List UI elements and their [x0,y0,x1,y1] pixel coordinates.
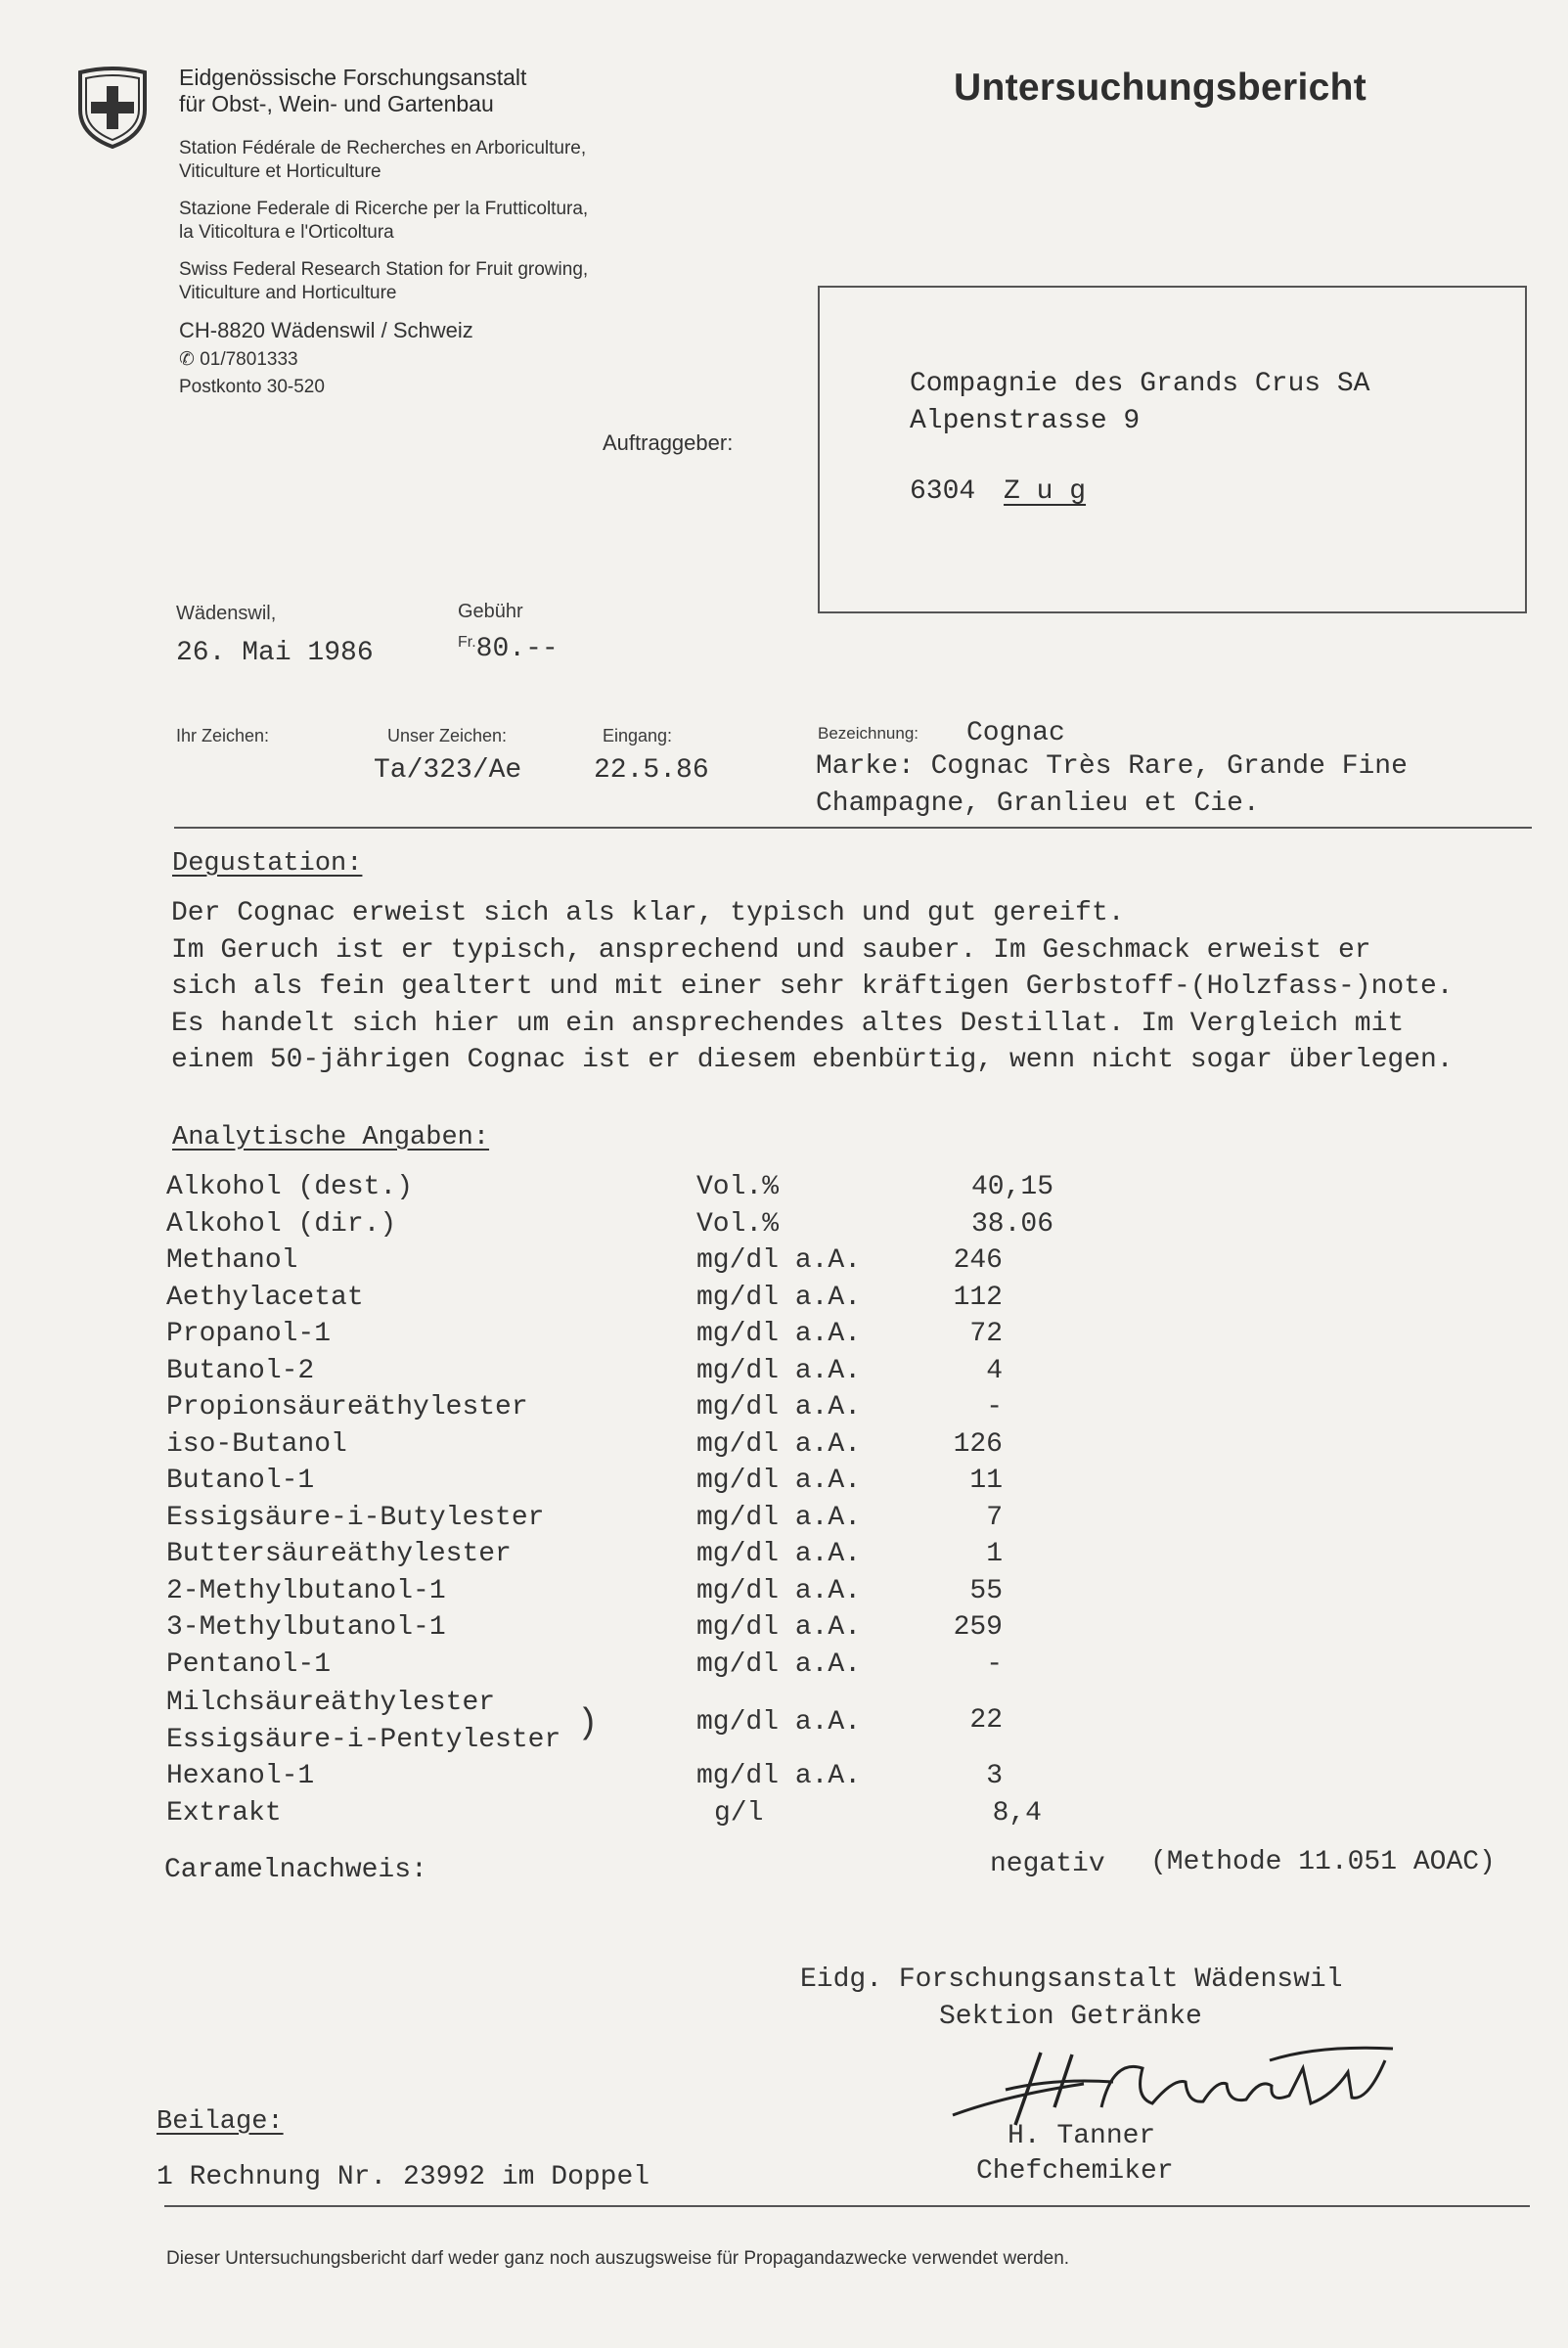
analyte-value: 1 [986,1539,1003,1569]
analyte-name: Alkohol (dest.) [166,1172,414,1202]
header-divider [174,827,1532,829]
analyte-unit: mg/dl a.A. [696,1319,862,1349]
signature-section: Sektion Getränke [939,2002,1202,2032]
analysis-row [0,1429,1568,1466]
institution-names-other [179,137,588,399]
name-en-line1: Swiss Federal Research Station for Fruit growing, [179,259,589,280]
degustation-text [171,895,1521,1079]
institution-phone: 01/7801333 [200,349,298,370]
analyte-name: Buttersäureäthylester [166,1539,512,1569]
analysis-row [0,1172,1568,1208]
name-en-line2: Viticulture and Horticulture [179,283,397,303]
institution-postkonto: Postkonto 30-520 [179,377,325,397]
client-address-box [818,286,1527,613]
analyte-value: 40,15 [970,1172,1053,1202]
unser-zeichen-label: Unser Zeichen: [387,726,508,745]
analyte-value: - [986,1649,1003,1680]
fee-prefix: Fr. [458,634,476,651]
footer-divider [164,2205,1530,2207]
caramel-value: negativ [990,1849,1105,1879]
analyte-unit: mg/dl a.A. [696,1539,862,1569]
analyte-unit: Vol.% [696,1172,780,1202]
analyte-unit: mg/dl a.A. [696,1649,862,1680]
marke-line2: Champagne, Granlieu et Cie. [816,789,1260,819]
client-street: Alpenstrasse 9 [910,406,1141,436]
analyte-unit: mg/dl a.A. [696,1392,862,1422]
report-date: 26. Mai 1986 [176,638,374,668]
analysis-row [0,1798,1568,1834]
analyte-value: 7 [986,1503,1003,1533]
eingang-value: 22.5.86 [594,755,709,786]
analyte-value: 112 [953,1283,1003,1313]
analyte-name: Propionsäureäthylester [166,1392,528,1422]
analyte-unit: mg/dl a.A. [696,1245,862,1276]
analyte-name: Aethylacetat [166,1283,364,1313]
analyte-unit: mg/dl a.A. [696,1612,862,1643]
analyte-name: 2-Methylbutanol-1 [166,1576,446,1606]
fee-label: Gebühr [458,601,523,622]
marke-line1: Marke: Cognac Très Rare, Grande Fine [816,751,1408,782]
degustation-heading: Degustation: [172,849,363,879]
analyte-unit: mg/dl a.A. [696,1283,862,1313]
analysis-row [0,1209,1568,1245]
degustation-line: sich als fein gealtert und mit einer sehr kräftigen Gerbstoff-(Holzfass-)note. [171,971,1454,1002]
analysis-row [0,1503,1568,1539]
analyte-value: 4 [986,1356,1003,1386]
client-city: Z u g [1004,476,1087,507]
analysis-row [0,1319,1568,1355]
analyte-name: Methanol [166,1245,298,1276]
analyte-name: Hexanol-1 [166,1761,315,1791]
analyte-name: Milchsäureäthylester [166,1688,496,1718]
analysis-heading: Analytische Angaben: [172,1123,490,1152]
eingang-label: Eingang: [603,726,673,745]
report-title: Untersuchungsbericht [954,67,1367,109]
analyte-value: 22 [969,1705,1003,1736]
analyte-name: Essigsäure-i-Butylester [166,1503,545,1533]
ihr-zeichen-label: Ihr Zeichen: [176,726,270,745]
analyte-value: 8,4 [992,1798,1042,1829]
analyte-value: 38.06 [970,1209,1053,1240]
institution-address: CH-8820 Wädenswil / Schweiz [179,318,473,342]
unser-zeichen-value: Ta/323/Ae [374,755,522,786]
institution-name [179,65,526,117]
analyte-name: Pentanol-1 [166,1649,332,1680]
analysis-row [0,1576,1568,1612]
footer-notice: Dieser Untersuchungsbericht darf weder ganz noch auszugsweise für Propagandazwecke verwendet werden. [166,2248,1070,2269]
beilage-heading: Beilage: [157,2107,284,2137]
analyte-value: 126 [953,1429,1003,1460]
analyte-unit: mg/dl a.A. [696,1503,862,1533]
beilage-text: 1 Rechnung Nr. 23992 im Doppel [157,2162,650,2192]
analyte-name: 3-Methylbutanol-1 [166,1612,446,1643]
degustation-line: Der Cognac erweist sich als klar, typisch und gut gereift. [171,898,1125,928]
analyte-unit: Vol.% [696,1209,780,1240]
analyte-value: 3 [986,1761,1003,1791]
analysis-row [0,1466,1568,1502]
analyte-unit: mg/dl a.A. [696,1466,862,1496]
bracket-mark: ) [577,1703,599,1743]
analyte-unit: mg/dl a.A. [696,1429,862,1460]
analyte-value: 72 [969,1319,1003,1349]
signature-org: Eidg. Forschungsanstalt Wädenswil [800,1964,1343,1995]
name-fr-line1: Station Fédérale de Recherches en Arboriculture, [179,138,587,158]
signatory-role: Chefchemiker [976,2156,1174,2187]
analysis-row [0,1283,1568,1319]
place-label: Wädenswil, [176,603,277,624]
analyte-name: iso-Butanol [166,1429,347,1460]
phone-icon: ✆ [179,349,195,370]
client-postal: 6304 [910,476,976,507]
analysis-row-combined [0,1688,1568,1766]
client-city-row [910,474,1086,511]
analyte-unit: mg/dl a.A. [696,1761,862,1791]
analyte-value: 11 [969,1466,1003,1496]
analyte-name: Alkohol (dir.) [166,1209,397,1240]
institution-name-line1: Eidgenössische Forschungsanstalt [179,65,527,90]
analyte-value: 259 [953,1612,1003,1643]
analysis-row [0,1356,1568,1392]
analyte-unit: mg/dl a.A. [696,1707,862,1738]
name-fr-line2: Viticulture et Horticulture [179,161,381,182]
analysis-row [0,1392,1568,1428]
analyte-name: Butanol-1 [166,1466,315,1496]
institution-name-line2: für Obst-, Wein- und Gartenbau [179,91,494,116]
analyte-unit: mg/dl a.A. [696,1576,862,1606]
analysis-row [0,1245,1568,1282]
analysis-row [0,1649,1568,1686]
degustation-line: einem 50-jährigen Cognac ist er diesem ebenbürtig, wenn nicht sogar überlegen. [171,1045,1454,1075]
degustation-line: Es handelt sich hier um ein ansprechendes altes Destillat. Im Vergleich mit [171,1008,1405,1039]
analyte-value: - [986,1392,1003,1422]
analyte-name: Butanol-2 [166,1356,315,1386]
name-it-line1: Stazione Federale di Ricerche per la Frutticoltura, [179,199,589,219]
analysis-row [0,1612,1568,1648]
analyte-value: 55 [969,1576,1003,1606]
name-it-line2: la Viticoltura e l'Orticoltura [179,222,394,243]
analysis-row [0,1761,1568,1797]
bezeichnung-value: Cognac [966,718,1065,748]
client-label: Auftraggeber: [603,430,734,455]
analyte-value: 246 [953,1245,1003,1276]
handwritten-signature [947,2039,1397,2127]
institution-phone-row [179,348,588,372]
fee-row [458,634,559,664]
caramel-label: Caramelnachweis: [164,1855,427,1885]
swiss-crest-icon [76,67,149,149]
bezeichnung-label: Bezeichnung: [818,724,919,743]
signatory-name: H. Tanner [1008,2121,1156,2151]
fee-value: 80.-- [475,634,559,664]
degustation-line: Im Geruch ist er typisch, ansprechend und sauber. Im Geschmack erweist er [171,934,1371,966]
analyte-name: Propanol-1 [166,1319,332,1349]
analyte-unit: g/l [714,1798,764,1829]
client-name: Compagnie des Grands Crus SA [910,369,1370,399]
caramel-method: (Methode 11.051 AOAC) [1150,1847,1496,1877]
analyte-unit: mg/dl a.A. [696,1356,862,1386]
analyte-name: Extrakt [166,1798,282,1829]
analysis-row [0,1539,1568,1575]
analyte-name: Essigsäure-i-Pentylester [166,1725,561,1755]
